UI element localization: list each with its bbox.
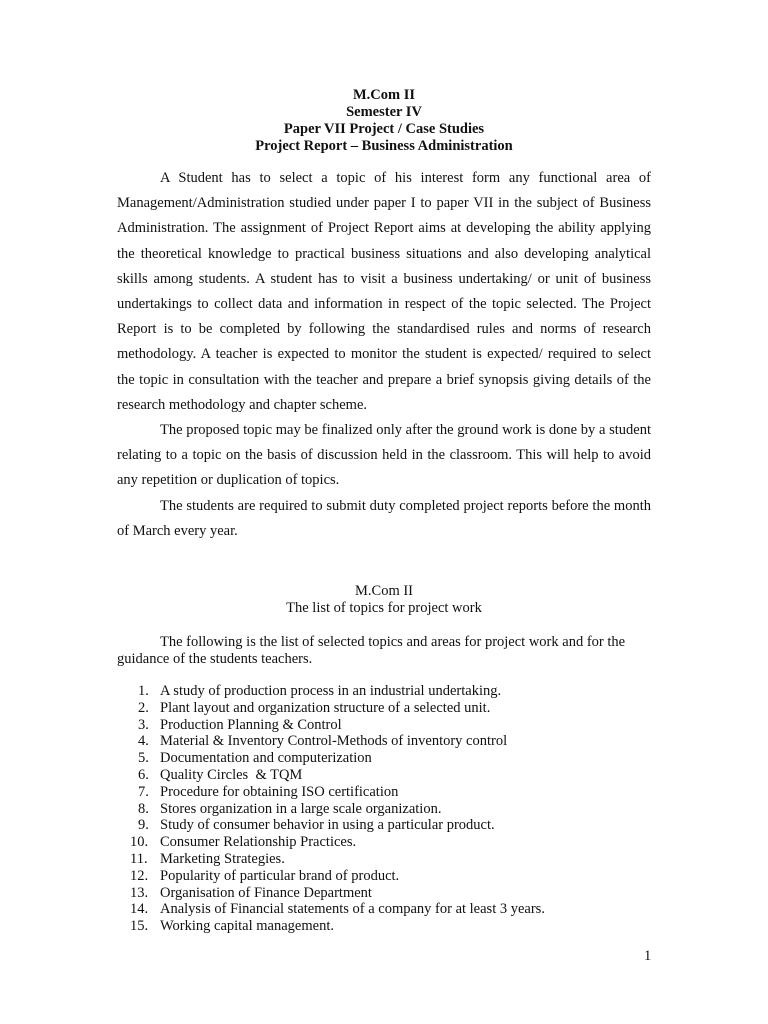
list-item: 2. Plant layout and organization structure of a selected unit. bbox=[138, 699, 491, 716]
page-number: 1 bbox=[644, 948, 652, 964]
body-paragraph-1: A Student has to select a topic of his interest form any functional area of Management/Administration studied under paper I to paper VII in the subject of Business Administration. The assignment of Project Report aims at developing the ability applying the theoretical knowledge to practical business situations and also developing analytical skills among students. A student has to visit a business undertaking/ or unit of business undertakings to collect data and information in respect of the topic selected. The Project Report is to be completed by following the standardised rules and norms of research methodology. A teacher is expected to monitor the student is expected/ required to select the topic in consultation with the teacher and prepare a brief synopsis giving details of the research methodology and chapter scheme. bbox=[117, 170, 651, 413]
header-title: Project Report – Business Administration bbox=[255, 138, 513, 154]
body-paragraph-3: The students are required to submit duty completed project reports before the month of March every year. bbox=[117, 498, 651, 540]
list-item: 8. Stores organization in a large scale organization. bbox=[138, 800, 442, 817]
header-semester: Semester IV bbox=[346, 104, 422, 120]
list-item: 4. Material & Inventory Control-Methods of inventory control bbox=[138, 733, 508, 750]
list-item: 13. Organisation of Finance Department bbox=[130, 884, 372, 901]
document-header bbox=[0, 87, 768, 155]
list-item: 15. Working capital management. bbox=[130, 918, 334, 935]
list-item: 12. Popularity of particular brand of product. bbox=[130, 867, 400, 884]
section2-header bbox=[0, 583, 768, 617]
body-paragraph-2: The proposed topic may be finalized only after the ground work is done by a student relating to a topic on the basis of discussion held in the classroom. This will help to avoid any repetition or duplication of topics. bbox=[117, 422, 651, 489]
list-item: 10. Consumer Relationship Practices. bbox=[130, 834, 357, 851]
section2-title: The list of topics for project work bbox=[286, 600, 482, 616]
topic-list bbox=[130, 683, 545, 935]
section2-intro: The following is the list of selected topics and areas for project work and for the guidance of the students teachers. bbox=[117, 634, 626, 667]
list-item: 11. Marketing Strategies. bbox=[130, 850, 285, 867]
list-item: 6. Quality Circles & TQM bbox=[138, 766, 303, 783]
section2-course: M.Com II bbox=[355, 583, 413, 599]
header-course: M.Com II bbox=[352, 87, 416, 103]
list-item: 1. A study of production process in an industrial undertaking. bbox=[138, 683, 502, 699]
header-paper: Paper VII Project / Case Studies bbox=[283, 121, 485, 137]
list-item: 14. Analysis of Financial statements of a company for at least 3 years. bbox=[130, 901, 545, 918]
list-item: 3. Production Planning & Control bbox=[138, 716, 342, 733]
list-item: 5. Documentation and computerization bbox=[138, 750, 372, 767]
list-item: 7. Procedure for obtaining ISO certification bbox=[138, 783, 399, 800]
list-item: 9. Study of consumer behavior in using a particular product. bbox=[138, 817, 495, 834]
